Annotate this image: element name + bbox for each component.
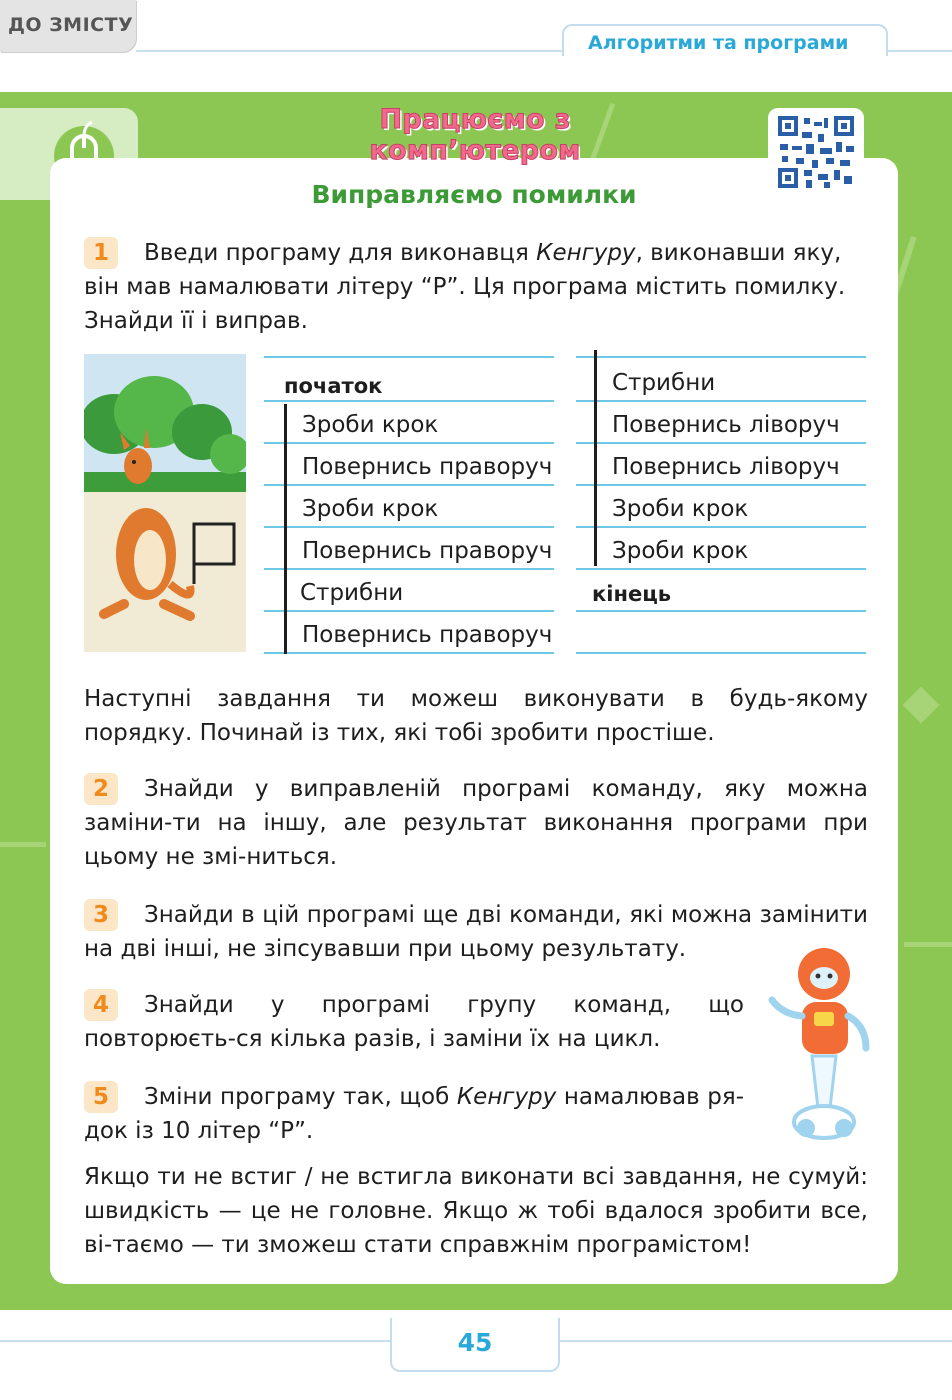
- intro-text: Наступні завдання ти можеш виконувати в будь-якому порядку. Починай із тих, які тобі зробити простіше.: [84, 686, 868, 746]
- task-2: [84, 772, 868, 874]
- task-number: 2: [84, 773, 118, 805]
- task-5: [84, 1080, 744, 1148]
- section-banner: Працюємо з комп’ютером: [369, 104, 581, 166]
- program-line: Зроби крок: [612, 496, 749, 522]
- program-right-column: [576, 356, 866, 656]
- program-line: Стрибни: [300, 580, 404, 606]
- program-line: Повернись ліворуч: [612, 412, 840, 438]
- task-number: 1: [84, 237, 118, 269]
- page-number: 45: [457, 1328, 493, 1357]
- circuit-decor: [904, 942, 952, 947]
- task-text: Знайди у виправленій програмі команду, яку можна заміни-ти на іншу, але результат виконання програми при цьому не змі-ниться.: [84, 776, 868, 870]
- outro-text: Якщо ти не встиг / не встигла виконати всі завдання, не сумуй: швидкість — це не головне. Якщо ж тобі вдалося зробити все, ві-таємо — ти зможеш стати справжнім програмістом!: [84, 1164, 868, 1258]
- program-left-column: [264, 356, 554, 656]
- program-line: кінець: [592, 582, 672, 606]
- executor-name: Кенгуру: [456, 1084, 557, 1110]
- toc-label: ДО ЗМІСТУ: [8, 14, 134, 36]
- program-body-bar: [594, 350, 597, 566]
- robot-illustration: [762, 944, 882, 1150]
- task-text: Введи програму для виконавця: [144, 240, 537, 266]
- program-line: Повернись праворуч: [302, 622, 553, 648]
- program-line: Зроби крок: [612, 538, 749, 564]
- program-line: Стрибни: [612, 370, 716, 396]
- section-tab: [562, 24, 888, 56]
- task-3: [84, 898, 868, 966]
- kangaroo-illustration: [84, 354, 246, 652]
- program-body-bar: [284, 404, 287, 654]
- task-number: 3: [84, 899, 118, 931]
- task-1: [84, 236, 868, 338]
- qr-code-icon: [778, 116, 854, 188]
- toc-button[interactable]: [0, 0, 136, 52]
- program-line: Повернись праворуч: [302, 538, 553, 564]
- task-text: Знайди в цій програмі ще дві команди, які можна замінити на дві інші, не зіпсувавши при цьому результату.: [84, 902, 868, 962]
- task-text: намалював ря-док із 10 літер “Р”.: [84, 1084, 745, 1144]
- program-line: початок: [284, 374, 383, 398]
- task-number: 5: [84, 1081, 118, 1113]
- circuit-decor: [0, 842, 46, 847]
- program-line: Повернись ліворуч: [612, 454, 840, 480]
- program-line: Зроби крок: [302, 496, 439, 522]
- task-text: Зміни програму так, щоб: [144, 1084, 457, 1110]
- executor-name: Кенгуру: [536, 240, 636, 266]
- task-text: Знайди у програмі групу команд, що повторюєть-ся кілька разів, і заміни їх на цикл.: [84, 992, 744, 1052]
- task-text: , виконавши яку, він мав намалювати літеру “Р”. Ця програма містить помилку. Знайди її і виправ.: [84, 240, 846, 334]
- program-line: Зроби крок: [302, 412, 439, 438]
- section-title: Алгоритми та програми: [588, 32, 849, 54]
- page-title: Виправляємо помилки: [311, 180, 637, 209]
- circuit-decor: [903, 687, 940, 724]
- task-number: 4: [84, 989, 118, 1021]
- task-4: [84, 988, 744, 1056]
- program-line: Повернись праворуч: [302, 454, 553, 480]
